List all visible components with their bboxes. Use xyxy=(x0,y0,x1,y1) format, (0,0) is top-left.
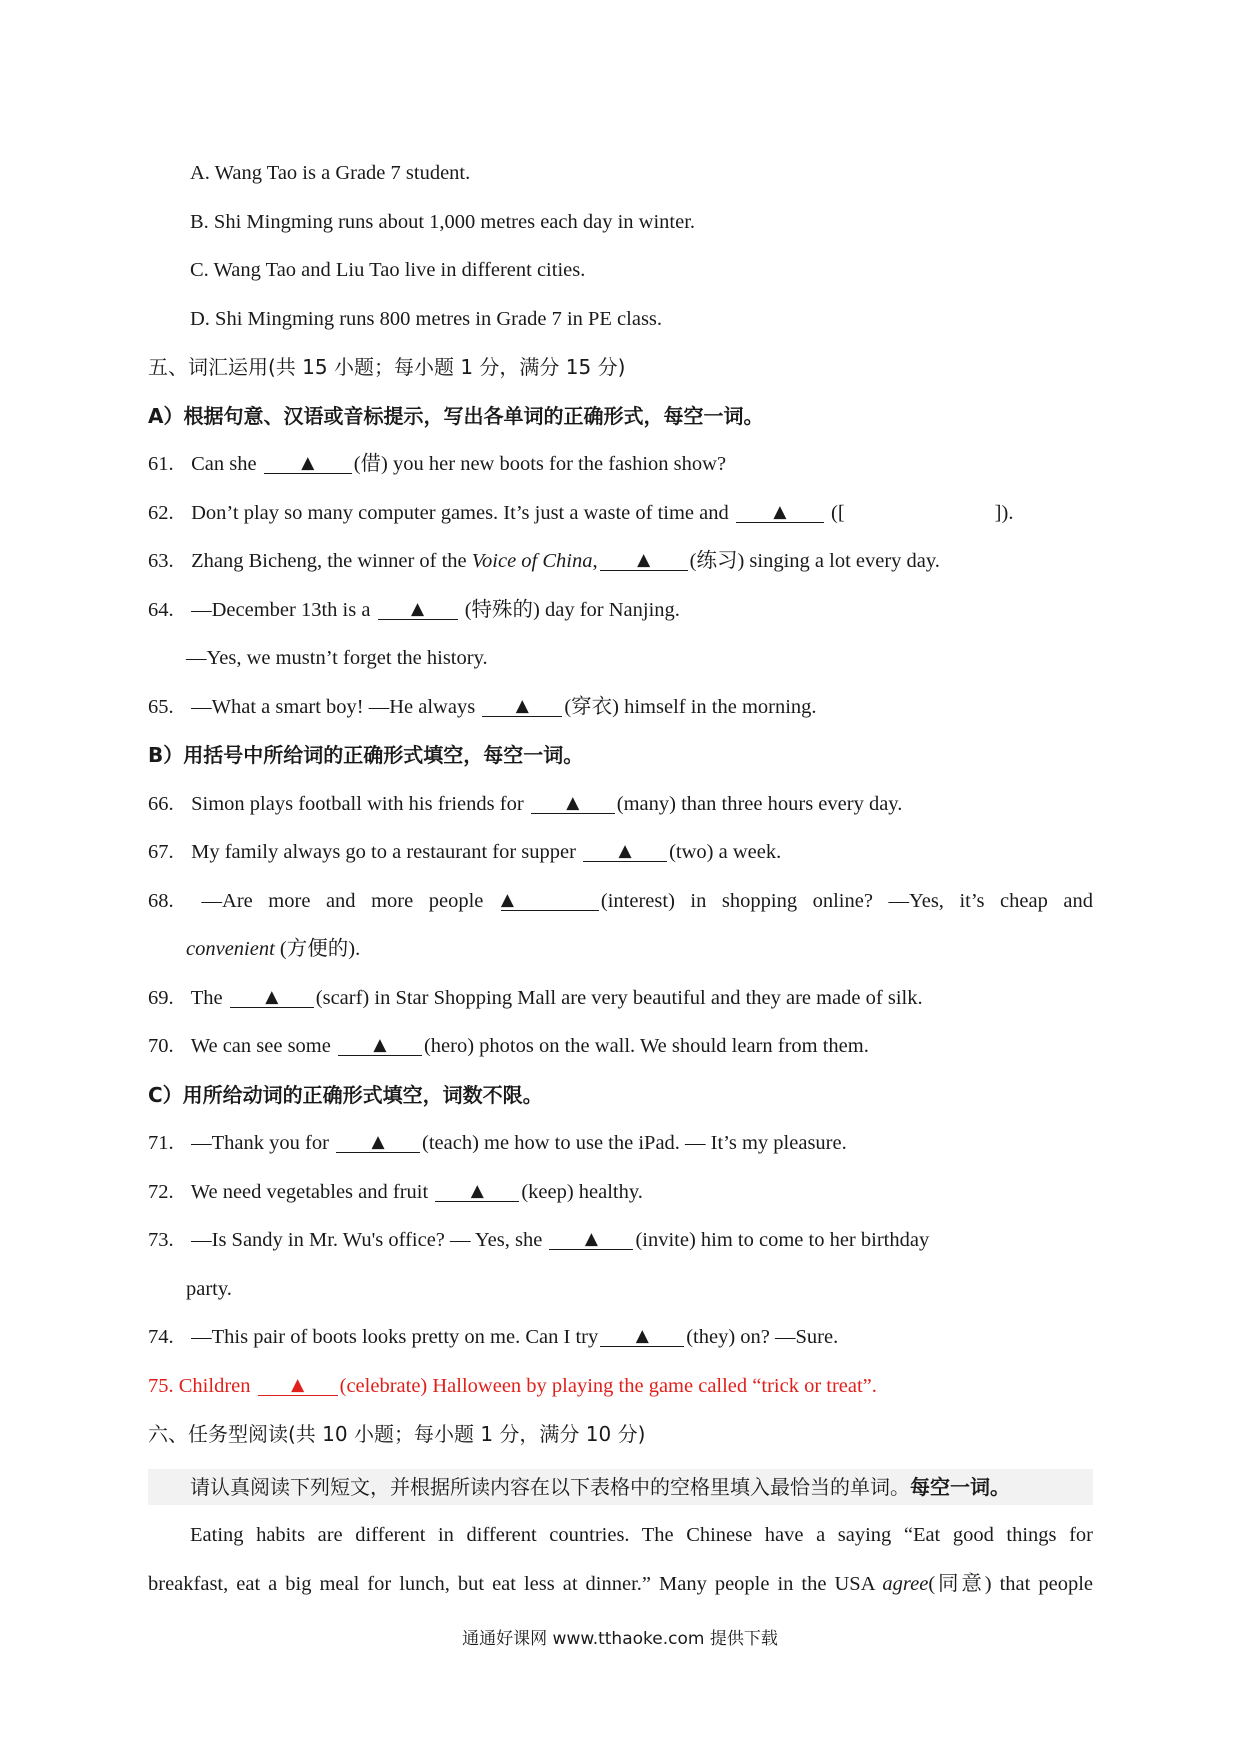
question-64-reply: —Yes, we mustn’t forget the history. xyxy=(186,647,488,669)
question-75: 75. Children ▲ (celebrate) Halloween by playing the game called “trick or treat”. xyxy=(148,1375,877,1397)
question-number: 63. xyxy=(148,550,174,572)
answer-blank[interactable] xyxy=(501,888,599,911)
answer-blank[interactable] xyxy=(258,1373,338,1396)
answer-blank[interactable] xyxy=(378,597,458,620)
question-number: 66. xyxy=(148,793,174,815)
blank-triangle-icon: ▲ xyxy=(265,987,279,1007)
blank-triangle-icon: ▲ xyxy=(470,1181,484,1201)
answer-blank[interactable] xyxy=(264,451,352,474)
question-number: 69. xyxy=(148,987,174,1009)
question-65: 65. —What a smart boy! —He always ▲ (穿衣) himself in the morning. xyxy=(148,696,817,718)
question-number: 70. xyxy=(148,1035,174,1057)
question-66: 66. Simon plays football with his friends for ▲ (many) than three hours every day. xyxy=(148,793,903,815)
answer-blank[interactable] xyxy=(583,839,667,862)
question-number: 71. xyxy=(148,1132,174,1154)
blank-triangle-icon: ▲ xyxy=(773,502,787,522)
question-73: 73. —Is Sandy in Mr. Wu's office? — Yes, she ▲ (invite) him to come to her birthday xyxy=(148,1229,930,1251)
question-71: 71. —Thank you for ▲ (teach) me how to use the iPad. — It’s my pleasure. xyxy=(148,1132,847,1154)
blank-triangle-icon: ▲ xyxy=(373,1035,387,1055)
question-68: 68. —Are more and more people ▲ (interest) in shopping online? —Yes, it’s cheap and xyxy=(148,890,1093,912)
passage-line-1: Eating habits are different in different countries. The Chinese have a saying “Eat good things for xyxy=(190,1524,1093,1546)
question-61: 61. Can she ▲ (借) you her new boots for the fashion show? xyxy=(148,453,727,475)
question-68-cont: convenient (方便的). xyxy=(186,938,361,960)
blank-triangle-icon: ▲ xyxy=(500,890,514,910)
section-5-part-b: B）用括号中所给词的正确形式填空，每空一词。 xyxy=(148,743,584,767)
option-b: B. Shi Mingming runs about 1,000 metres each day in winter. xyxy=(190,211,696,233)
blank-triangle-icon: ▲ xyxy=(301,453,315,473)
question-number: 64. xyxy=(148,599,174,621)
blank-triangle-icon: ▲ xyxy=(411,599,425,619)
blank-triangle-icon: ▲ xyxy=(618,841,632,861)
section-6-instruction: 请认真阅读下列短文，并根据所读内容在以下表格中的空格里填入最恰当的单词。每空一词。 xyxy=(190,1475,1010,1499)
answer-blank[interactable] xyxy=(736,500,824,523)
question-number: 65. xyxy=(148,696,174,718)
blank-triangle-icon: ▲ xyxy=(637,550,651,570)
answer-blank[interactable] xyxy=(230,985,314,1008)
question-73-cont: party. xyxy=(186,1278,232,1300)
question-number: 67. xyxy=(148,841,174,863)
option-d: D. Shi Mingming runs 800 metres in Grade 7 in PE class. xyxy=(190,308,663,330)
answer-blank[interactable] xyxy=(336,1130,420,1153)
section-5-part-a: A）根据句意、汉语或音标提示，写出各单词的正确形式，每空一词。 xyxy=(148,404,764,428)
section-5-title: 五、词汇运用(共 15 小题；每小题 1 分，满分 15 分) xyxy=(148,355,626,379)
question-number: 62. xyxy=(148,502,174,524)
answer-blank[interactable] xyxy=(338,1033,422,1056)
question-number: 73. xyxy=(148,1229,174,1251)
question-67: 67. My family always go to a restaurant for supper ▲ (two) a week. xyxy=(148,841,782,863)
question-69: 69. The ▲ (scarf) in Star Shopping Mall are very beautiful and they are made of silk. xyxy=(148,987,923,1009)
question-70: 70. We can see some ▲ (hero) photos on the wall. We should learn from them. xyxy=(148,1035,869,1057)
answer-blank[interactable] xyxy=(482,694,562,717)
question-62: 62. Don’t play so many computer games. It’s just a waste of time and ▲ ([ ]). xyxy=(148,502,1014,524)
blank-triangle-icon: ▲ xyxy=(371,1132,385,1152)
question-72: 72. We need vegetables and fruit ▲ (keep) healthy. xyxy=(148,1181,643,1203)
blank-triangle-icon: ▲ xyxy=(584,1229,598,1249)
blank-triangle-icon: ▲ xyxy=(515,696,529,716)
blank-triangle-icon: ▲ xyxy=(566,793,580,813)
footer-source: 通通好课网 www.tthaoke.com 提供下载 xyxy=(462,1629,778,1649)
question-number: 74. xyxy=(148,1326,174,1348)
question-number: 68. xyxy=(148,890,174,912)
answer-blank[interactable] xyxy=(435,1179,519,1202)
question-64: 64. —December 13th is a ▲ (特殊的) day for Nanjing. xyxy=(148,599,680,621)
answer-blank[interactable] xyxy=(549,1227,633,1250)
blank-triangle-icon: ▲ xyxy=(291,1375,305,1395)
passage-line-2: breakfast, eat a big meal for lunch, but eat less at dinner.” Many people in the USA agree(同意) that people xyxy=(148,1573,1093,1595)
question-63: 63. Zhang Bicheng, the winner of the Voice of China, ▲ (练习) singing a lot every day. xyxy=(148,550,940,572)
option-a: A. Wang Tao is a Grade 7 student. xyxy=(190,162,471,184)
section-5-part-c: C）用所给动词的正确形式填空，词数不限。 xyxy=(148,1083,543,1107)
answer-blank[interactable] xyxy=(600,548,688,571)
option-c: C. Wang Tao and Liu Tao live in different cities. xyxy=(190,259,586,281)
question-74: 74. —This pair of boots looks pretty on me. Can I try ▲ (they) on? —Sure. xyxy=(148,1326,839,1348)
section-6-title: 六、任务型阅读(共 10 小题；每小题 1 分，满分 10 分) xyxy=(148,1422,646,1446)
question-number: 72. xyxy=(148,1181,174,1203)
answer-blank[interactable] xyxy=(600,1324,684,1347)
answer-blank[interactable] xyxy=(531,791,615,814)
blank-triangle-icon: ▲ xyxy=(635,1326,649,1346)
question-number: 61. xyxy=(148,453,174,475)
